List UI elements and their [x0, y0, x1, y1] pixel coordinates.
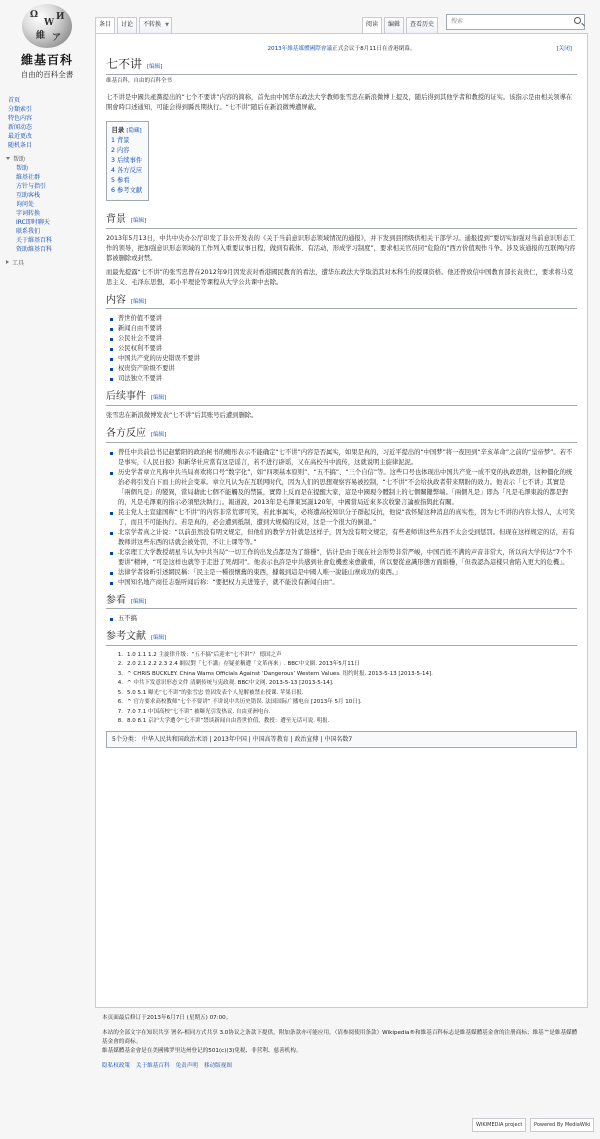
bullet-list [109, 448, 577, 588]
list-item: 五不搞 [109, 614, 577, 624]
last-modified: 本页面最后修订于2013年6月7日 (星期五) 07:00。 [102, 1015, 232, 1021]
section-heading [106, 596, 577, 610]
search-placeholder: 搜索 [451, 18, 464, 25]
section-paragraph: 2013年5月13日，中共中央办公厅印发了非公开发表的《关于当前意识形态领域情况的通报》，并下发到县团级供相关干部学习。通报提到“要切实加强对当前意识形态工作的领导，把加强意识形态领域的工作列入重要议事日程，做到有载体、有活动，形成学习制度”，要求相关官员同“危险的”西方价值观作斗争。涉及该通报的互联网内容都被删除或封禁。 [106, 234, 576, 262]
tab-article[interactable]: 条目 [95, 17, 115, 33]
section-title: 背景 [106, 214, 126, 226]
section-heading [106, 296, 577, 310]
edit-bracket: [编辑] [151, 395, 167, 402]
toc-link[interactable]: 6 参考文献 [111, 187, 143, 195]
sidebar-item[interactable]: 随机条目 [8, 142, 33, 149]
toc-link[interactable]: 2 内容 [111, 147, 130, 155]
tab-edit[interactable]: 编辑 [384, 17, 404, 33]
reference-number: 2. [117, 661, 123, 668]
list-item: 民主党人士宣建国称“七不讲”的内容非常荒谬可笑，若此事属实，必将遭高校知识分子群起反抗，他说“我怀疑这种消息的真实性，因为七不讲的内容太惊人，太可笑了，而且不可能执行。若是真的，必会遭到抵制，遭到大规模的反对，这是一个很大的倒退。” [109, 508, 577, 528]
list-item: 公民社会不要讲 [109, 334, 577, 344]
reference-text: 7.0 7.1 中国高校“七不讲” 被曝光引发热议. 自由亚洲电台. [127, 708, 271, 715]
bullet-list [109, 614, 577, 624]
article-content [95, 33, 588, 1008]
toc-hide-link[interactable]: [隐藏] [126, 128, 142, 135]
toc-link[interactable]: 1 背景 [111, 137, 130, 145]
edit-bracket: [编辑] [151, 635, 167, 642]
reference-item [111, 679, 577, 689]
edit-bracket: [编辑] [151, 431, 167, 438]
sidebar-item[interactable]: 字词转换 [16, 210, 41, 217]
section-title: 各方反应 [106, 427, 146, 439]
intro-paragraph: 七不讲是中國共產黨提出的“七个不要讲”内容的简称，首先由中国华东政法大学教师张雪忠在新浪微博上提及，随后得到其他学者和教授的证实。该指示是由相关领導在開會時口述通知，可能会得到縣長期执行。“七不讲”随后在新浪微博遭屏蔽。 [106, 94, 573, 112]
section-heading [106, 429, 577, 443]
sidebar-item[interactable]: 方针与指引 [16, 183, 47, 190]
wikimedia-badge[interactable]: WIKIMEDIA project [472, 1118, 526, 1132]
tools-portal-toggle[interactable]: 工具 [6, 259, 92, 268]
section-heading [106, 215, 577, 229]
section-heading [106, 632, 577, 646]
reference-text: ^ CHRIS BUCKLEY. China Warns Officials Against ‘Dangerous’ Western Values. 纽约时报. 2013-5-13 [2013-5-14]. [127, 670, 433, 677]
reference-item [111, 660, 577, 670]
reference-number: 8. [117, 718, 123, 725]
section-edit-link[interactable]: 编辑 [153, 635, 165, 642]
edit-bracket: [编辑] [131, 598, 147, 605]
toc-item [111, 156, 142, 166]
sidebar-item[interactable]: 联系我们 [16, 228, 41, 235]
sidebar-item[interactable]: 最近更改 [8, 133, 33, 140]
list-item: 权贵资产阶级不要讲 [109, 364, 577, 374]
section-edit-link[interactable]: 编辑 [153, 431, 165, 438]
reference-item [111, 670, 577, 680]
sidebar-item[interactable]: 分類索引 [8, 106, 33, 113]
reference-text: 8.0 8.1 京沪大学遭令“七不讲”禁谈新闻自由普世价值，教授：遭至无话可说. 明报. [127, 718, 330, 725]
section-title: 参看 [106, 594, 126, 606]
footer-link-text: 移动版视图 [203, 1063, 232, 1069]
toc-item [111, 176, 142, 186]
list-item: 普世价值不要讲 [109, 314, 577, 324]
reference-list [111, 651, 577, 727]
reference-item [111, 689, 577, 699]
search-input[interactable] [446, 14, 585, 30]
tab-talk[interactable]: 讨论 [117, 17, 137, 33]
sidebar-item[interactable]: 询问处 [16, 201, 35, 208]
mediawiki-badge[interactable]: Powered By MediaWiki [530, 1118, 594, 1132]
toc-item [111, 186, 142, 196]
section-paragraph: 而最先提露“七不讲”的张雪忠曾在2012年9月因发表对香港國民教育的看法，遭华东政法大学取消其对本科生的授课资格。他还曾致信中国教育部长袁贵仁，要求将马克思主义、毛泽东思想，邓小平理论等课程从大学公共课中去除。 [106, 268, 574, 286]
notice-text: 正式会议于8月11日在香港閉幕。 [332, 46, 416, 52]
section-edit-link[interactable]: 编辑 [133, 598, 145, 605]
tab-read[interactable]: 阅读 [362, 17, 382, 33]
tagline: 维基百科，自由的百科全书 [106, 77, 173, 84]
toc-item [111, 136, 142, 146]
sidebar-item[interactable]: 首页 [8, 97, 21, 104]
sidebar-item[interactable]: IRC即时聊天 [16, 219, 50, 226]
list-item: 历史学者章立凡称中共当局喜欢将口号“数字化”，如“四项基本原则”、“五不搞”、“三个自信”等。这些口号也体现出中国共产党一成不变的执政思维，这种僵化的统治必将引发自下而上的社会变革。章立凡认为在互联网时代，因为人们的思想观察容易被控制，“七不讲”不会给执政者带来期盼的效力。他表示「七不讲」其實是「兩個凡是」的變異，當局藉此七個不能觸及的禁區，實際上反而是在提醒大家，這是中國現今體制上的七個關鍵弊端。「兩個凡是」即為「凡是毛澤東說的都是對的，凡是毛澤東的指示必須堅決執行」。報道說，2013年是毛澤東冥誕120年，中國當局近來多次收緊言論被指與此有關。 [109, 468, 577, 508]
table-of-contents: 目录 [隐藏] 1 背景 2 内容 3 后续事件 4 各方反应 5 参看 6 参考文献 [106, 121, 149, 201]
footer-link[interactable] [204, 1063, 238, 1069]
reference-number: 1. [117, 651, 123, 658]
tab-history[interactable]: 查看历史 [406, 17, 438, 33]
sidebar-item[interactable]: 互助客栈 [16, 192, 41, 199]
footer-link[interactable] [136, 1063, 176, 1069]
reference-number: 6. [117, 699, 123, 706]
list-item: 公民权利不要讲 [109, 344, 577, 354]
edit-bracket: [编辑] [131, 218, 147, 225]
footer [102, 1014, 582, 1071]
chevron-down-icon: ▼ [165, 22, 170, 28]
logo-subtitle: 自由的百科全書 [20, 70, 74, 79]
section-edit-link[interactable]: 编辑 [133, 298, 145, 305]
section-edit-link[interactable]: 编辑 [133, 218, 145, 225]
reference-item [111, 651, 577, 661]
page-title: 七不讲 [编辑] [106, 60, 577, 75]
title-edit-link[interactable]: 编辑 [149, 64, 161, 70]
section-title: 内容 [106, 294, 126, 306]
toc-item [111, 146, 142, 156]
reference-text: 1.0 1.1 1.2 主旋律升级：“五不搞”后迎来“七不讲”？ 德国之声 [127, 651, 282, 658]
sidebar [8, 96, 92, 268]
reference-number: 7. [117, 708, 123, 715]
reference-item [111, 717, 577, 727]
footer-link-text: 隐私权政策 [102, 1063, 130, 1069]
footer-link[interactable] [102, 1063, 136, 1069]
sidebar-item[interactable]: 资助維基百科 [16, 246, 53, 253]
list-item: 法律学者徐昕引述網民稱：「民主是一種很懷舊的東西，據報到這是中國人唯一說能山寨成功的東西。」 [109, 568, 577, 578]
sidebar-item[interactable]: 关于維基百科 [16, 237, 53, 244]
edit-bracket: [编辑] [131, 298, 147, 305]
sidebar-item[interactable]: 新闻动态 [8, 124, 33, 131]
footer-link-text: 关于維基百科 [135, 1063, 170, 1069]
sidebar-item[interactable]: 維基社群 [16, 174, 41, 181]
bullet-list [109, 314, 577, 384]
sidebar-item[interactable]: 帮助 [16, 165, 29, 172]
help-portal-toggle[interactable]: 帮助 [6, 155, 92, 164]
reference-number: 3. [117, 670, 123, 677]
list-item: 北京理工大学教授胡星斗认为中共当局“一切工作的出发点都是为了維穩”，估计是由于现在社会形势非常严峻，中国百姓不满的声音非常大，所以向大学传达“7个不要讲”精神，“可是这样也就等于走进了死胡同”。他表示也許是中共感到社會危機愈來愈嚴重，所以要從意識形態方面維穩，「但我認為這樣只會陷入更大的危機」。 [109, 548, 577, 568]
variant-dropdown[interactable] [139, 17, 172, 33]
list-item: 中国知名地产商任志强听闻后称：“要把权力关进笼子，就不能没有新闻自由”。 [109, 578, 577, 588]
reference-text: 2.0 2.1 2.2 2.3 2.4 網民對「七不講」存疑並稱遭「文革再來」. BBC中文網. 2013年5月11日 [127, 661, 360, 668]
reference-number: 5. [117, 689, 123, 696]
license-text: 本站的全部文字在知识共享 署名-相同方式共享 3.0协议之条款下提供，附加条款亦可能应用。（请参阅使用条款）Wikipedia®和維基百科标志是維基媒體基金會的注册商标；維基™是維基媒體基金會的商标。 [102, 1030, 578, 1045]
list-item: 曾任中共前总书记赵紫阳的政治秘书的鲍彤表示不能确定“七不讲”内容是否属实，如果是真的，习近平提出的“中国梦”将一夜回到“辛亥革命”之前的“皇帝梦”。若不是事实，《人民日报》和新华社应當有这是谣言，若不进行辟谣，又在高校当中流传，这就说明主旋律泥泥。 [109, 448, 577, 468]
section-title: 后续事件 [106, 391, 146, 403]
section-heading [106, 392, 577, 406]
reference-text: 5.0 5.1 曝光“七不讲”的张雪忠 曾因发表个人见解被禁止授课. 苹果日报. [127, 689, 304, 696]
toc-item [111, 166, 142, 176]
category-links[interactable]: 5个分类： 中华人民共和国政治术语 | 2013年中国 | 中国高等教育 | 政治宣傳 | 中国名数7 [106, 731, 577, 749]
toc-link[interactable]: 3 后续事件 [111, 157, 143, 165]
list-item: 司法独立不要讲 [109, 374, 577, 384]
reference-number: 4. [117, 680, 123, 687]
section-edit-link[interactable]: 编辑 [153, 395, 165, 402]
toc-link[interactable]: 4 各方反应 [111, 167, 143, 175]
list-item: 新闻自由不要讲 [109, 324, 577, 334]
site-notice [106, 45, 577, 58]
section-title: 参考文献 [106, 631, 146, 643]
variant-label: 不转换 [143, 21, 162, 28]
footer-link[interactable] [176, 1063, 204, 1069]
reference-text: ^ 官方要求高校教师“七个不要讲” 不讲说中共历史错误. 法国国际广播电台 [2013年 5月 10日]. [127, 699, 362, 706]
footer-link-text: 免责声明 [175, 1063, 198, 1069]
wikipedia-logo[interactable] [8, 2, 86, 84]
foundation-text: 維基媒體基金會是在美國佛罗里达州登记的501(c)(3)免税、非营利、慈善机构。 [102, 1048, 302, 1054]
notice-link[interactable]: 2013年維基媒體國際會議 [267, 46, 333, 52]
list-item: 中国共产党的历史错误不要讲 [109, 354, 577, 364]
reference-item [111, 708, 577, 718]
reference-item [111, 698, 577, 708]
search-icon[interactable] [574, 17, 581, 24]
sidebar-item[interactable]: 特色内容 [8, 115, 33, 122]
notice-close-button[interactable]: [关闭] [556, 46, 572, 52]
toc-link[interactable]: 5 参看 [111, 177, 130, 185]
logo-name: 維基百科 [20, 53, 73, 67]
section-paragraph: 张雪忠在新浪微博发表“七不讲”后其账号后遭到删除。 [106, 411, 258, 419]
reference-text: ^ 中共下发意识形态文件 清剿传统与宪政观. BBC中文网. 2013-5-13 [2013-5-14]. [127, 680, 334, 687]
list-item: 北京学者真之计说：“以前虽然没有明文规定，但他们的教学方针就是这样子，因为没有明文规定，有些老师讲这些东西不太会受到惩罚。但现在这样规定的话，若有教师讲这些东西的话就会被处罚，不让上课等等。” [109, 528, 577, 548]
globe-icon: Ω W И 維 ア [22, 4, 72, 48]
